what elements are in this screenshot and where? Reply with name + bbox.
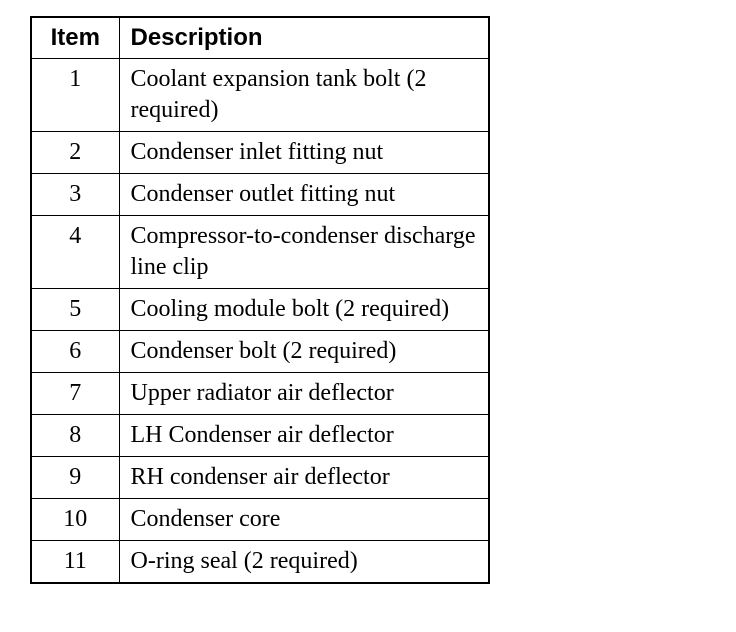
item-number: 5	[31, 289, 119, 331]
item-description: Condenser outlet fitting nut	[119, 174, 489, 216]
table-row	[31, 457, 489, 499]
item-description: Cooling module bolt (2 required)	[119, 289, 489, 331]
item-number: 6	[31, 331, 119, 373]
item-description: Condenser core	[119, 499, 489, 541]
column-header-description: Description	[119, 17, 489, 59]
table-row	[31, 174, 489, 216]
item-description: Condenser inlet fitting nut	[119, 132, 489, 174]
parts-table	[30, 16, 490, 584]
item-number: 10	[31, 499, 119, 541]
item-number: 7	[31, 373, 119, 415]
item-description: O-ring seal (2 required)	[119, 541, 489, 584]
item-number: 9	[31, 457, 119, 499]
table-row	[31, 216, 489, 289]
table-row	[31, 132, 489, 174]
table-row	[31, 499, 489, 541]
item-number: 1	[31, 59, 119, 132]
item-number: 3	[31, 174, 119, 216]
item-number: 4	[31, 216, 119, 289]
item-description: Coolant expansion tank bolt (2 required)	[119, 59, 489, 132]
item-number: 8	[31, 415, 119, 457]
item-number: 2	[31, 132, 119, 174]
table-header	[31, 17, 489, 59]
item-description: Upper radiator air deflector	[119, 373, 489, 415]
table-row	[31, 415, 489, 457]
column-header-item: Item	[31, 17, 119, 59]
table-row	[31, 541, 489, 584]
item-number: 11	[31, 541, 119, 584]
table-body	[31, 59, 489, 584]
item-description: LH Condenser air deflector	[119, 415, 489, 457]
table-row	[31, 373, 489, 415]
table-row	[31, 59, 489, 132]
item-description: RH condenser air deflector	[119, 457, 489, 499]
table-row	[31, 289, 489, 331]
item-description: Compressor-to-condenser discharge line clip	[119, 216, 489, 289]
header-row	[31, 17, 489, 59]
item-description: Condenser bolt (2 required)	[119, 331, 489, 373]
table-row	[31, 331, 489, 373]
